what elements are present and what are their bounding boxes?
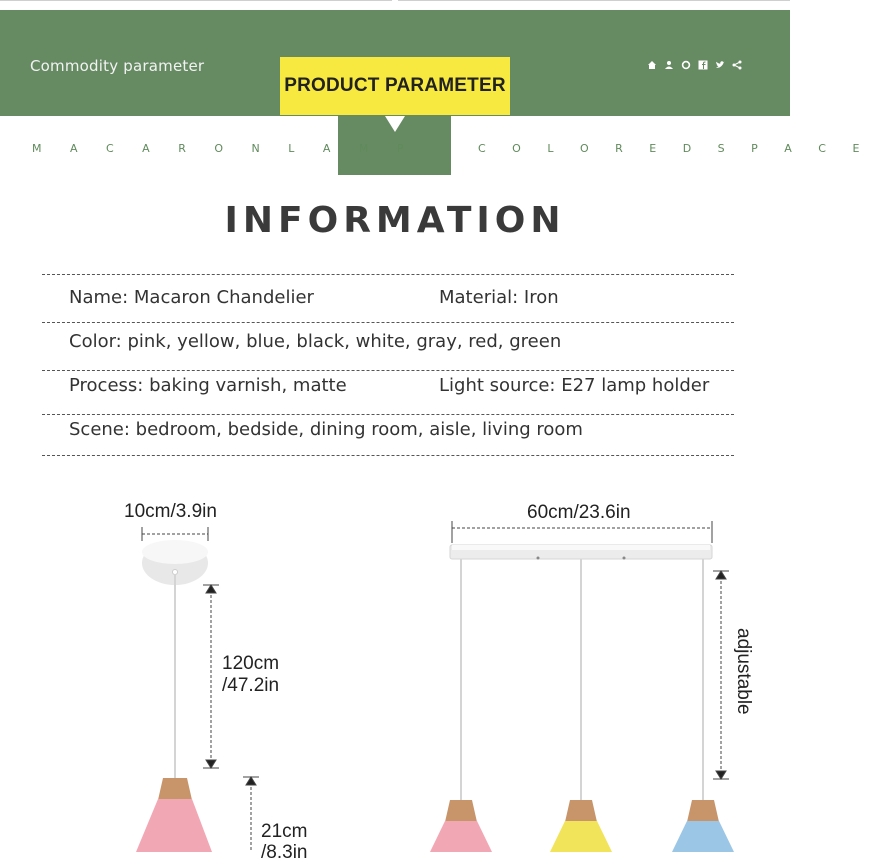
macaron-lamp-tagline: M A C A R O N L A M P	[32, 142, 416, 155]
cord-length-label-2: /47.2in	[222, 675, 280, 696]
bar-pink-lamp	[430, 800, 492, 852]
single-pink-lamp	[136, 778, 212, 852]
shade-height-label-1: 21cm	[261, 821, 308, 842]
canopy-width-label: 10cm/3.9in	[124, 501, 217, 522]
colored-space-tagline: C O L O R E D S P A C E	[478, 142, 871, 155]
commodity-parameter-label: Commodity parameter	[30, 57, 205, 75]
cord-length-marker	[203, 585, 219, 768]
information-title: INFORMATION	[224, 200, 566, 241]
bar-yellow-lamp	[550, 800, 612, 852]
cord-length-label-1: 120cm	[222, 653, 280, 674]
name-cell: Name: Macaron Chandelier	[69, 287, 314, 308]
color-cell: Color: pink, yellow, blue, black, white, gray, red, green	[69, 331, 562, 352]
shade-height-label-2: /8.3in	[261, 842, 308, 863]
adjustable-marker	[713, 571, 729, 779]
process-cell: Process: baking varnish, matte	[69, 375, 347, 396]
canopy-width-marker	[142, 527, 208, 541]
light-source-cell: Light source: E27 lamp holder	[439, 375, 710, 396]
bar-blue-lamp	[672, 800, 734, 852]
product-parameter-text: PRODUCT PARAMETER	[284, 75, 506, 96]
bar-width-label: 60cm/23.6in	[527, 502, 631, 523]
adjustable-label: adjustable	[733, 628, 754, 715]
material-cell: Material: Iron	[439, 287, 559, 308]
bar-canopy	[450, 545, 712, 560]
bar-width-marker	[452, 521, 712, 543]
scene-cell: Scene: bedroom, bedside, dining room, aisle, living room	[69, 419, 583, 440]
shade-height-marker	[243, 777, 259, 852]
